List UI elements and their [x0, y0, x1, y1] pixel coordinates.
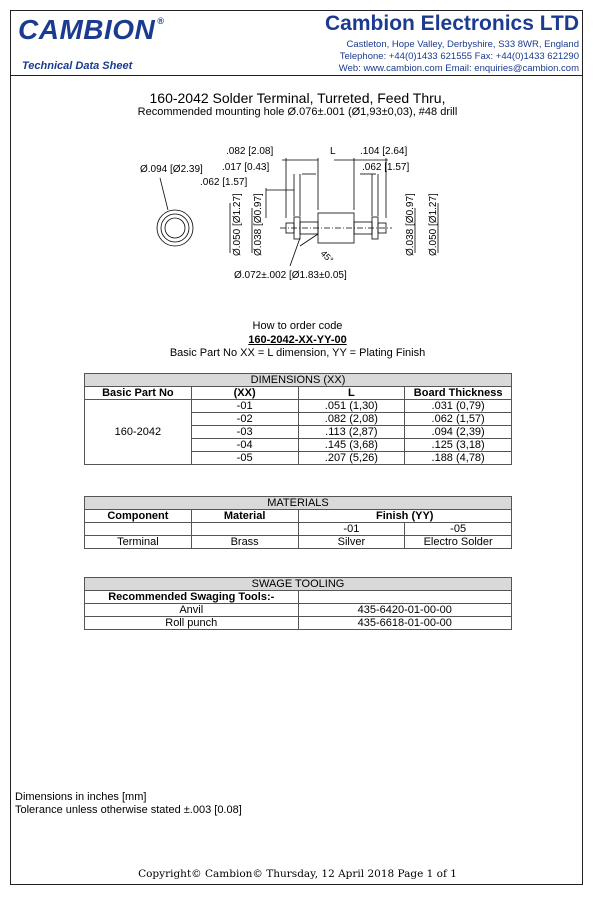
- cell: .094 (2,39): [405, 426, 512, 439]
- finish-code-05: -05: [405, 523, 512, 536]
- cell: .051 (1,30): [298, 400, 405, 413]
- empty-cell: [85, 523, 192, 536]
- col-material: Material: [191, 510, 298, 523]
- dim-082: .082 [2.08]: [226, 146, 274, 157]
- technical-drawing: [120, 138, 470, 288]
- table-row: [85, 617, 512, 630]
- company-web: Web: www.cambion.com Email: enquiries@cambion.com: [338, 63, 579, 74]
- dimensions-title: DIMENSIONS (XX): [85, 374, 512, 387]
- sheet-type-label: Technical Data Sheet: [22, 60, 133, 72]
- dim-104: .104 [2.64]: [360, 146, 408, 157]
- empty-cell: [298, 591, 512, 604]
- company-name: Cambion Electronics LTD: [325, 12, 579, 35]
- cell: Silver: [298, 536, 405, 549]
- cell: .207 (5,26): [298, 452, 405, 465]
- swage-title: SWAGE TOOLING: [85, 578, 512, 591]
- swage-table: [84, 577, 512, 630]
- dim-dia072: Ø.072±.002 [Ø1.83±0.05]: [234, 270, 347, 281]
- table-row: [85, 536, 512, 549]
- product-title: 160-2042 Solder Terminal, Turreted, Feed Thru,: [149, 90, 446, 106]
- company-phone: Telephone: +44(0)1433 621555 Fax: +44(0)1433 621290: [339, 51, 579, 62]
- dim-017: .017 [0.43]: [222, 162, 270, 173]
- table-row: [85, 604, 512, 617]
- company-address: Castleton, Hope Valley, Derbyshire, S33 8WR, England: [346, 39, 579, 50]
- dim-dia038-right: Ø.038 [Ø0.97]: [405, 193, 416, 256]
- dim-062-left: .062 [1.57]: [200, 177, 248, 188]
- materials-table: [84, 496, 512, 549]
- cell: Brass: [191, 536, 298, 549]
- dim-L: L: [330, 146, 336, 157]
- dim-062-right: .062 [1.57]: [362, 162, 410, 173]
- cell: Roll punch: [85, 617, 299, 630]
- cell: 435-6618-01-00-00: [298, 617, 512, 630]
- cell: -02: [191, 413, 298, 426]
- cambion-logo: CAMBION ®: [18, 14, 165, 45]
- notes: [15, 791, 242, 817]
- cell: .145 (3,68): [298, 439, 405, 452]
- dim-angle: 45°: [318, 248, 336, 266]
- col-L: L: [298, 387, 405, 400]
- materials-title: MATERIALS: [85, 497, 512, 510]
- dim-dia050-right: Ø.050 [Ø1.27]: [428, 193, 439, 256]
- empty-cell: [191, 523, 298, 536]
- cell: .188 (4,78): [405, 452, 512, 465]
- col-xx: (XX): [191, 387, 298, 400]
- dim-dia094: Ø.094 [Ø2.39]: [140, 164, 203, 175]
- table-row: [85, 400, 512, 413]
- cell: .031 (0,79): [405, 400, 512, 413]
- col-finish: Finish (YY): [298, 510, 512, 523]
- part-number: 160-2042: [85, 400, 192, 465]
- header-divider: [10, 75, 583, 76]
- cell: Terminal: [85, 536, 192, 549]
- cell: -01: [191, 400, 298, 413]
- cell: Anvil: [85, 604, 299, 617]
- col-component: Component: [85, 510, 192, 523]
- cell: .082 (2,08): [298, 413, 405, 426]
- cell: -04: [191, 439, 298, 452]
- cell: -03: [191, 426, 298, 439]
- col-board-thickness: Board Thickness: [405, 387, 512, 400]
- cell: -05: [191, 452, 298, 465]
- dim-dia050-left: Ø.050 [Ø1.27]: [232, 193, 243, 256]
- dim-dia038-left: Ø.038 [Ø0.97]: [253, 193, 264, 256]
- cell: .113 (2,87): [298, 426, 405, 439]
- note-units: Dimensions in inches [mm]: [15, 791, 147, 803]
- swage-subheading: Recommended Swaging Tools:-: [85, 591, 299, 604]
- footer-copyright: Copyright© Cambion© Thursday, 12 April 2018 Page 1 of 1: [138, 868, 457, 880]
- cell: 435-6420-01-00-00: [298, 604, 512, 617]
- cell: Electro Solder: [405, 536, 512, 549]
- cell: .125 (3,18): [405, 439, 512, 452]
- finish-code-01: -01: [298, 523, 405, 536]
- dimensions-table: [84, 373, 512, 465]
- note-tolerance: Tolerance unless otherwise stated ±.003 [0.08]: [15, 804, 242, 816]
- order-explain: Basic Part No XX = L dimension, YY = Plating Finish: [169, 347, 426, 359]
- order-code: 160-2042-XX-YY-00: [248, 334, 347, 346]
- col-basic-part: Basic Part No: [85, 387, 192, 400]
- order-heading: How to order code: [252, 320, 343, 332]
- product-subtitle: Recommended mounting hole Ø.076±.001 (Ø1,93±0,03), #48 drill: [137, 106, 458, 118]
- cell: .062 (1,57): [405, 413, 512, 426]
